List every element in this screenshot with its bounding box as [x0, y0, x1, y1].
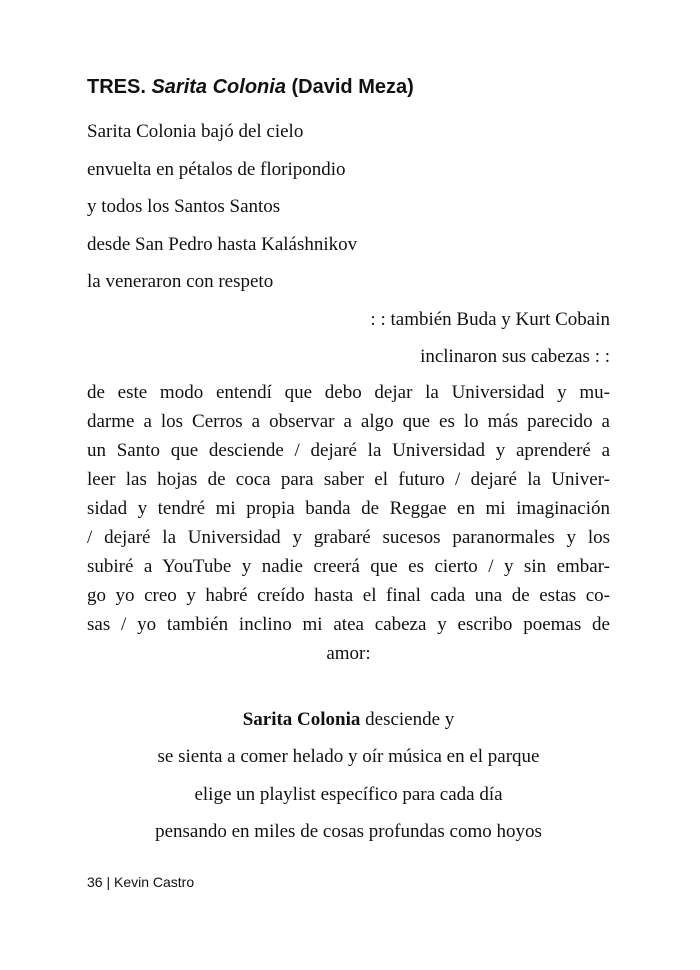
- prose-line: leer las hojas de coca para saber el futuro / dejaré la Univer-: [87, 469, 610, 490]
- page-footer: 36 | Kevin Castro: [87, 874, 195, 890]
- title-author: (David Meza): [291, 76, 414, 98]
- prose-line: de este modo entendí que debo dejar la Universidad y mu-: [87, 382, 610, 403]
- prose-line: un Santo que desciende / dejaré la Universidad y aprenderé a: [87, 440, 610, 461]
- verse-line: Sarita Colonia bajó del cielo: [87, 121, 304, 142]
- prose-line-last: amor:: [326, 643, 371, 664]
- verse-line: y todos los Santos Santos: [87, 196, 281, 217]
- stanza-line: se sienta a comer helado y oír música en el parque: [157, 746, 540, 767]
- title-number: TRES.: [87, 76, 146, 98]
- stanza-line: pensando en miles de cosas profundas como hoyos: [155, 821, 542, 842]
- stanza-line: [87, 709, 610, 731]
- prose-line: darme a los Cerros a observar a algo que es lo más parecido a: [87, 411, 610, 432]
- prose-line: go yo creo y habré creído hasta el final cada una de estas co-: [87, 585, 610, 606]
- prose-line: sidad y tendré mi propia banda de Reggae en mi imaginación: [87, 498, 610, 519]
- verse-line-right: inclinaron sus cabezas : :: [420, 346, 610, 367]
- stanza-line: elige un playlist específico para cada día: [194, 784, 503, 805]
- stanza-line-rest: desciende y: [360, 709, 455, 730]
- verse-line: la veneraron con respeto: [87, 271, 274, 292]
- verse-line: desde San Pedro hasta Kaláshnikov: [87, 234, 358, 255]
- verse-line: envuelta en pétalos de floripondio: [87, 159, 346, 180]
- prose-paragraph: [87, 378, 610, 668]
- poem-title: [87, 76, 414, 99]
- title-name: Sarita Colonia: [151, 76, 286, 98]
- prose-line: sas / yo también inclino mi atea cabeza y escribo poemas de: [87, 614, 610, 635]
- verse-line-right: : : también Buda y Kurt Cobain: [370, 309, 610, 330]
- stanza-bold-name: Sarita Colonia: [242, 709, 361, 730]
- prose-line: subiré a YouTube y nadie creerá que es cierto / y sin embar-: [87, 556, 610, 577]
- prose-line: / dejaré la Universidad y grabaré sucesos paranormales y los: [87, 527, 610, 548]
